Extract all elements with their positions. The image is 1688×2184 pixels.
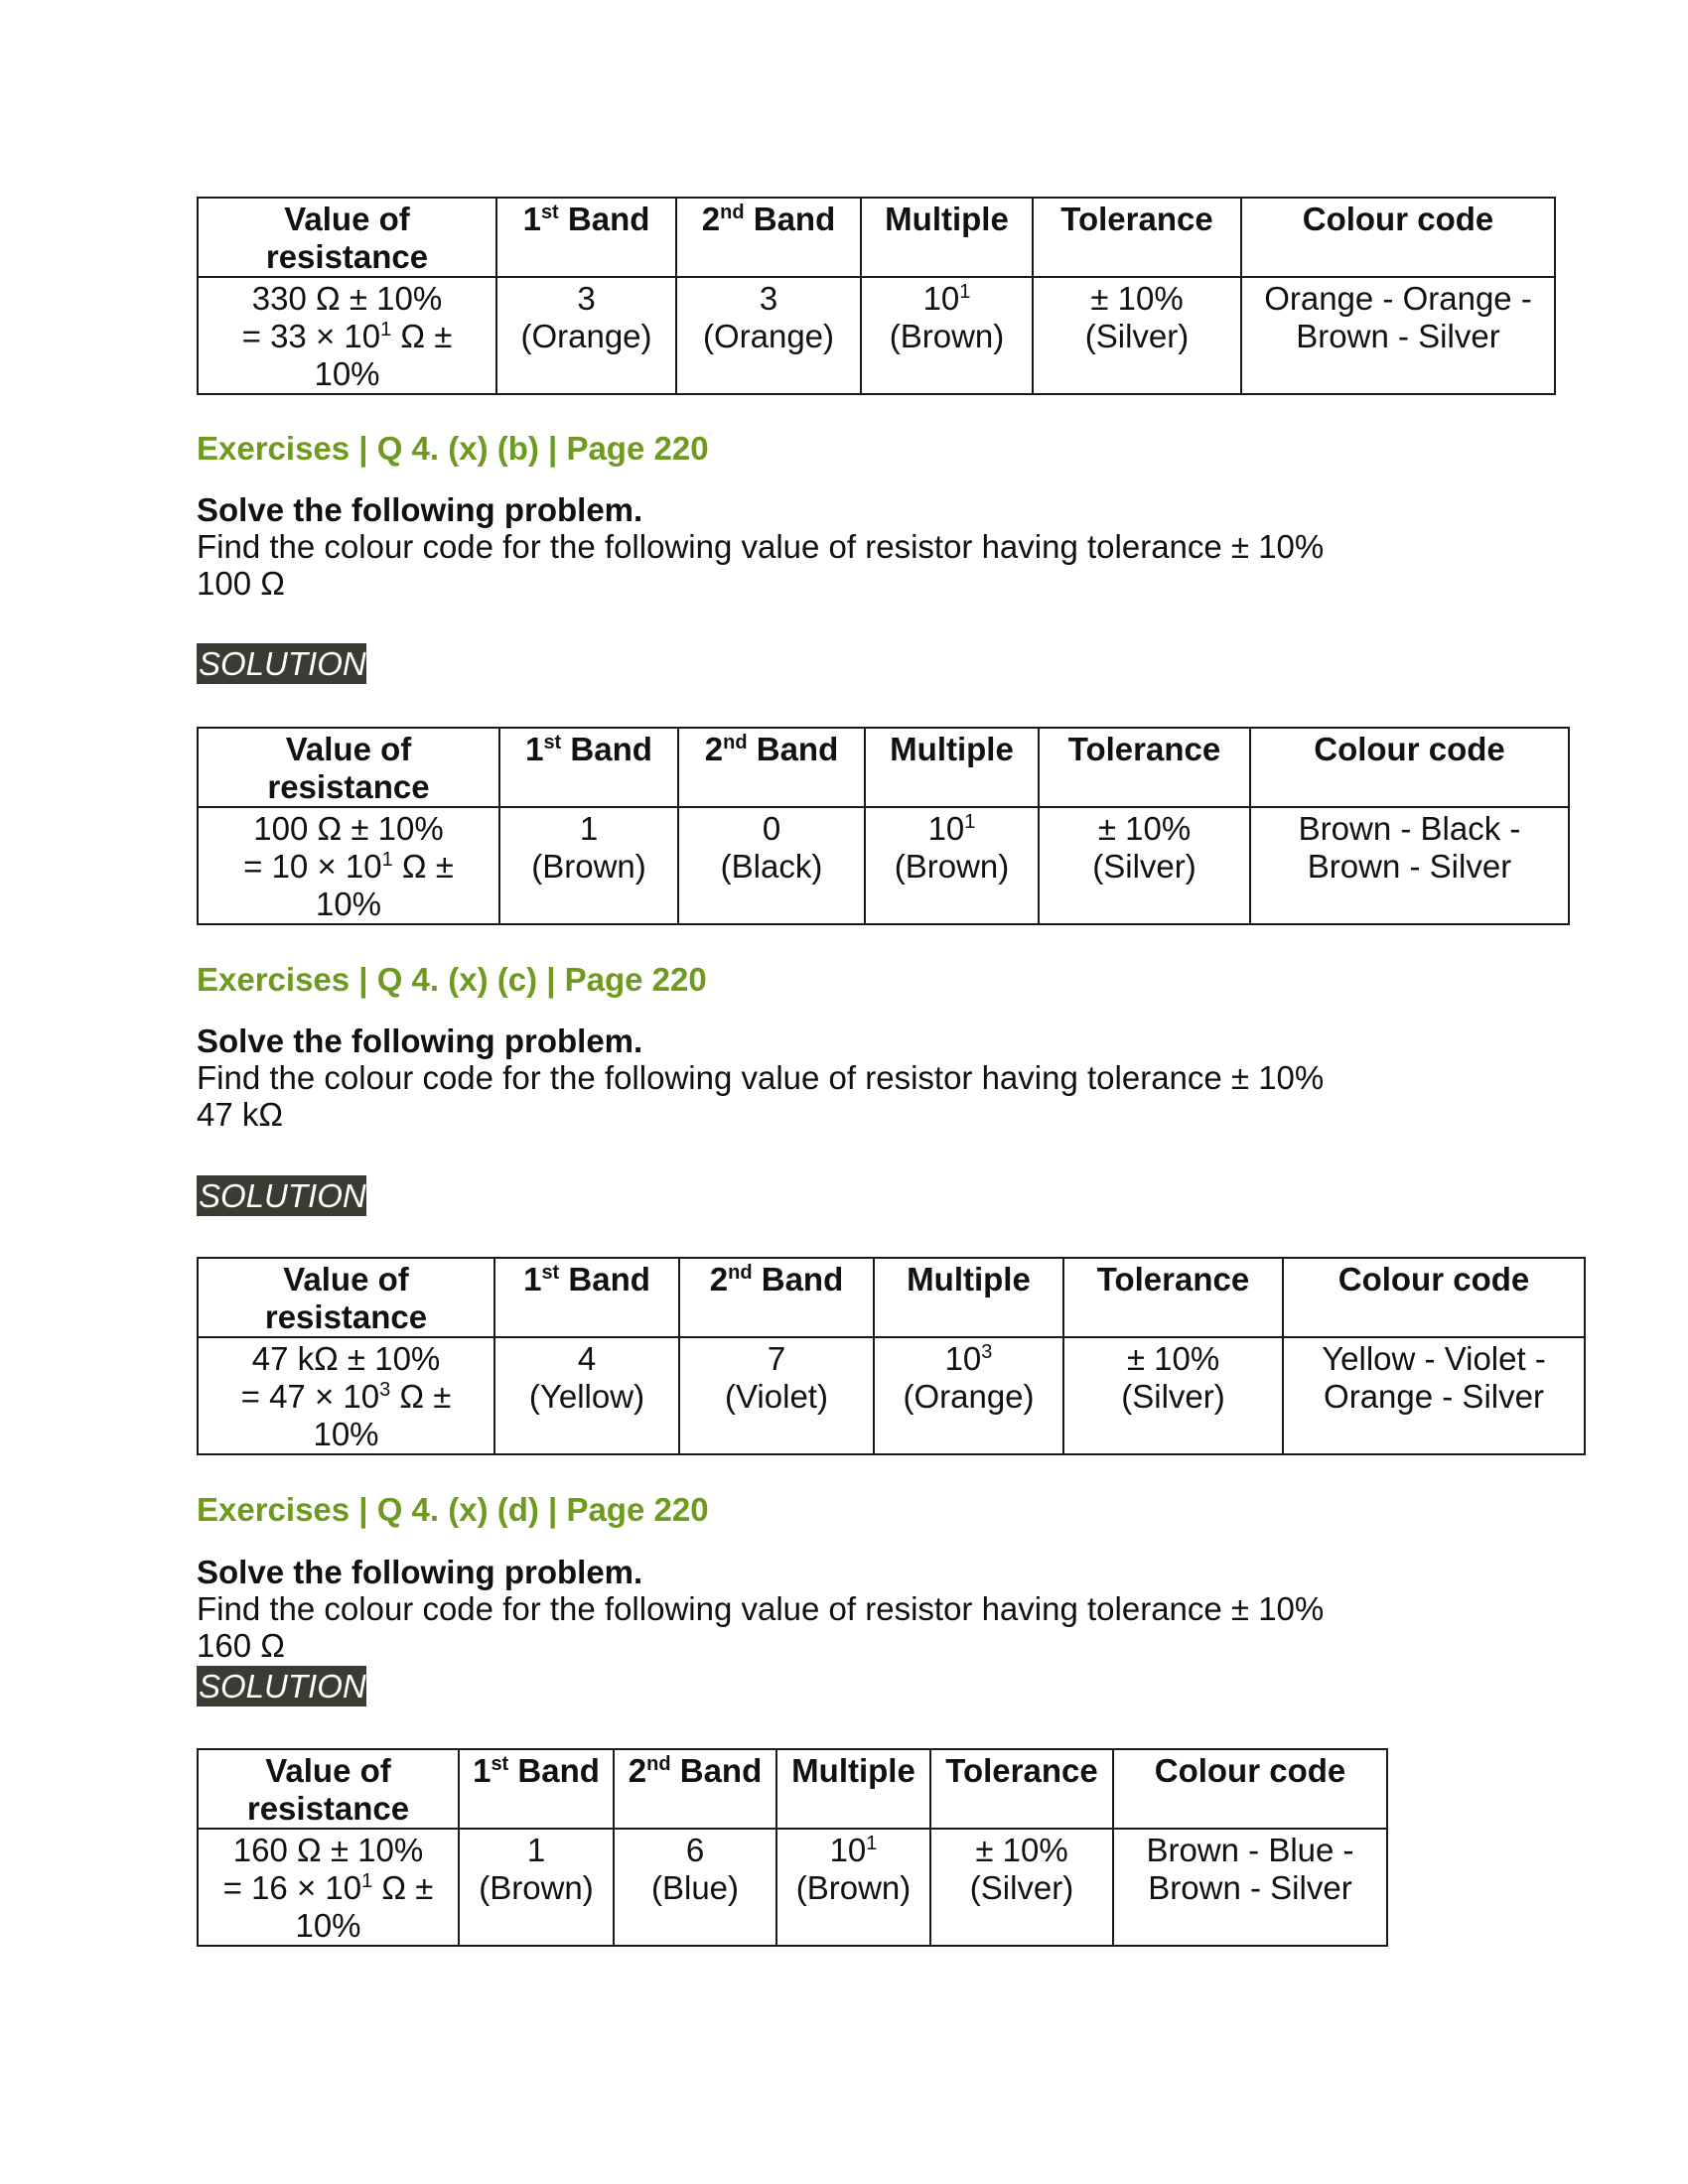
header-colour-code: Colour code [1250, 728, 1569, 807]
header-value: Value of resistance [198, 1749, 459, 1829]
header-tolerance: Tolerance [930, 1749, 1113, 1829]
header-value: Value of resistance [198, 198, 496, 277]
cell-band2: 6 (Blue) [614, 1829, 776, 1946]
header-band1: 1st Band [459, 1749, 614, 1829]
cell-band1: 1 (Brown) [459, 1829, 614, 1946]
exercise-heading-d: Exercises | Q 4. (x) (d) | Page 220 [197, 1491, 709, 1528]
header-band2: 2nd Band [614, 1749, 776, 1829]
problem-c [197, 1023, 1324, 1133]
cell-tolerance: ± 10% (Silver) [930, 1829, 1113, 1946]
cell-tolerance: ± 10% (Silver) [1039, 807, 1250, 924]
exercise-heading-b: Exercises | Q 4. (x) (b) | Page 220 [197, 430, 709, 467]
header-multiple: Multiple [776, 1749, 930, 1829]
header-multiple: Multiple [865, 728, 1039, 807]
cell-tolerance: ± 10% (Silver) [1033, 277, 1241, 394]
solution-label: SOLUTION [199, 1668, 366, 1705]
cell-multiple: $10^1$ (Brown) [865, 807, 1039, 924]
resistor-table-d [197, 1748, 1388, 1947]
cell-multiple: $10^1$ (Brown) [861, 277, 1033, 394]
cell-value: 160 Ω ± 10% = $16 \times 10^1$ Ω ± 10% [198, 1829, 459, 1946]
problem-title: Solve the following problem. [197, 1554, 643, 1590]
exercise-heading-c: Exercises | Q 4. (x) (c) | Page 220 [197, 961, 707, 998]
cell-tolerance: ± 10% (Silver) [1063, 1337, 1283, 1454]
cell-colour-code: Brown - Blue - Brown - Silver [1113, 1829, 1387, 1946]
cell-band1: 3 (Orange) [496, 277, 676, 394]
cell-value: 330 Ω ± 10% = $33 \times 10^1$ Ω ± 10% [198, 277, 496, 394]
solution-label: SOLUTION [199, 645, 366, 682]
problem-value: 100 Ω [197, 565, 285, 602]
solution-label: SOLUTION [199, 1177, 366, 1214]
header-band2: 2nd Band [676, 198, 861, 277]
cell-colour-code: Orange - Orange - Brown - Silver [1241, 277, 1555, 394]
problem-text: Find the colour code for the following value of resistor having tolerance ± 10% [197, 1590, 1325, 1627]
header-band2: 2nd Band [679, 1258, 874, 1337]
resistor-table-c [197, 1257, 1586, 1455]
problem-value: 47 kΩ [197, 1096, 284, 1133]
resistor-table-b [197, 727, 1570, 925]
header-multiple: Multiple [874, 1258, 1063, 1337]
cell-value: 100 Ω ± 10% = $10 \times 10^1$ Ω ± 10% [198, 807, 499, 924]
header-tolerance: Tolerance [1063, 1258, 1283, 1337]
header-tolerance: Tolerance [1033, 198, 1241, 277]
cell-colour-code: Brown - Black - Brown - Silver [1250, 807, 1569, 924]
problem-title: Solve the following problem. [197, 1023, 643, 1059]
problem-text: Find the colour code for the following value of resistor having tolerance ± 10% [197, 1059, 1325, 1096]
cell-band2: 7 (Violet) [679, 1337, 874, 1454]
header-band1: 1st Band [496, 198, 676, 277]
header-band2: 2nd Band [678, 728, 865, 807]
cell-multiple: $10^3$ (Orange) [874, 1337, 1063, 1454]
header-band1: 1st Band [494, 1258, 679, 1337]
cell-colour-code: Yellow - Violet - Orange - Silver [1283, 1337, 1585, 1454]
header-colour-code: Colour code [1283, 1258, 1585, 1337]
problem-title: Solve the following problem. [197, 491, 643, 528]
header-multiple: Multiple [861, 198, 1033, 277]
resistor-table-a [197, 197, 1556, 395]
header-value: Value of resistance [198, 728, 499, 807]
header-colour-code: Colour code [1113, 1749, 1387, 1829]
header-value: Value of resistance [198, 1258, 494, 1337]
cell-band1: 4 (Yellow) [494, 1337, 679, 1454]
header-band1: 1st Band [499, 728, 678, 807]
cell-value: 47 kΩ ± 10% = $47 \times 10^3$ Ω ± 10% [198, 1337, 494, 1454]
header-colour-code: Colour code [1241, 198, 1555, 277]
problem-text: Find the colour code for the following value of resistor having tolerance ± 10% [197, 528, 1325, 565]
cell-multiple: $10^1$ (Brown) [776, 1829, 930, 1946]
cell-band1: 1 (Brown) [499, 807, 678, 924]
header-tolerance: Tolerance [1039, 728, 1250, 807]
problem-d [197, 1554, 1324, 1664]
problem-value: 160 Ω [197, 1627, 285, 1664]
problem-b [197, 491, 1324, 602]
cell-band2: 0 (Black) [678, 807, 865, 924]
cell-band2: 3 (Orange) [676, 277, 861, 394]
